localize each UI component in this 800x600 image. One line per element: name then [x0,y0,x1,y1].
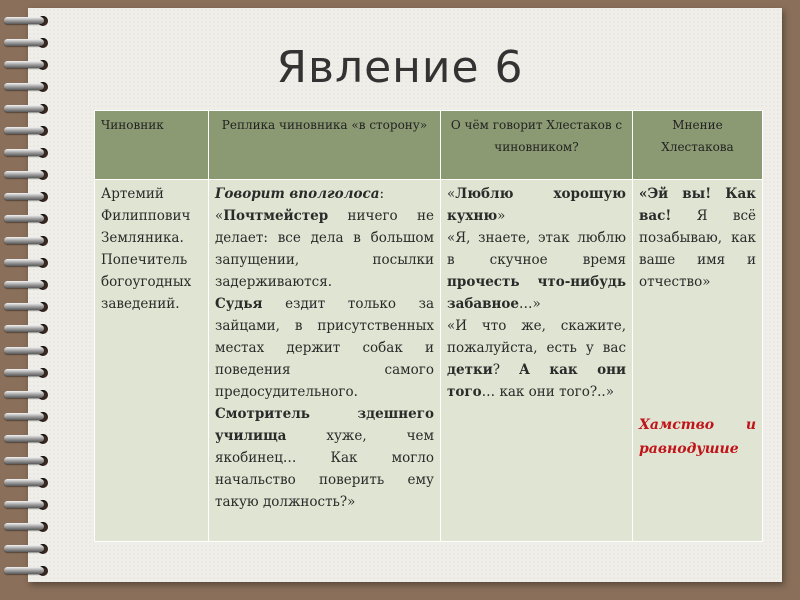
opinion-quote: «Эй вы! Как вас! Я всё позабываю, как ваше имя и отчество» [639,186,756,290]
talk-children: «И что же, скажите, пожалуйста, есть у вас детки? А как они того… как они того?..» [447,318,626,400]
spiral-ring [4,410,54,424]
official-line: Артемий [101,186,164,202]
spiral-ring [4,256,54,270]
spiral-ring [4,14,54,28]
spiral-ring [4,542,54,556]
spiral-ring [4,190,54,204]
official-line: богоугодных [101,274,192,290]
official-line: заведений. [101,296,180,312]
spiral-ring [4,124,54,138]
table-header-row [95,111,763,180]
spiral-ring [4,212,54,226]
spiral-ring [4,388,54,402]
spiral-ring [4,432,54,446]
remark-intro: Говорит вполголоса: [215,186,385,202]
spacer [639,293,756,413]
official-line: Филиппович [101,208,191,224]
spiral-ring [4,300,54,314]
spiral-ring [4,234,54,248]
spiral-ring [4,498,54,512]
cell-official-name [95,180,209,542]
remark-judge: Судья ездит только за зайцами, в присутственных местах держит собак и поведения самого предосудительного. [215,296,434,400]
opinion-conclusion: Хамство и равнодушие [639,417,756,457]
official-line: Земляника. [101,230,184,246]
cell-khlestakov-talk [441,180,633,542]
spiral-ring [4,146,54,160]
spiral-ring [4,564,54,578]
table-row [95,180,763,542]
spiral-ring [4,278,54,292]
cell-khlestakov-opinion [633,180,763,542]
header-aside-remark: Реплика чиновника «в сторону» [209,111,441,180]
remark-postmaster: «Почтмейстер ничего не делает: все дела в большом запущении, посылки задерживаются. [215,208,434,290]
spiral-ring [4,102,54,116]
spiral-ring [4,366,54,380]
spiral-ring [4,520,54,534]
spiral-ring [4,454,54,468]
remark-school-inspector: Смотритель здешнего училища хуже, чем якобинец… Как могло начальство поверить ему такую должность?» [215,406,434,510]
header-official: Чиновник [95,111,209,180]
cell-aside-remark [209,180,441,542]
page-title: Явление 6 [276,42,524,93]
talk-reading: «Я, знаете, этак люблю в скучное время прочесть что-нибудь забавное…» [447,230,626,312]
spiral-ring [4,476,54,490]
spiral-ring [4,322,54,336]
header-khlestakov-opinion: Мнение Хлестакова [633,111,763,180]
official-line: Попечитель [101,252,188,268]
talk-kitchen: «Люблю хорошую кухню» [447,186,626,224]
spiral-ring [4,168,54,182]
header-khlestakov-talk: О чём говорит Хлестаков с чиновником? [441,111,633,180]
content-table [94,110,763,542]
spiral-ring [4,344,54,358]
